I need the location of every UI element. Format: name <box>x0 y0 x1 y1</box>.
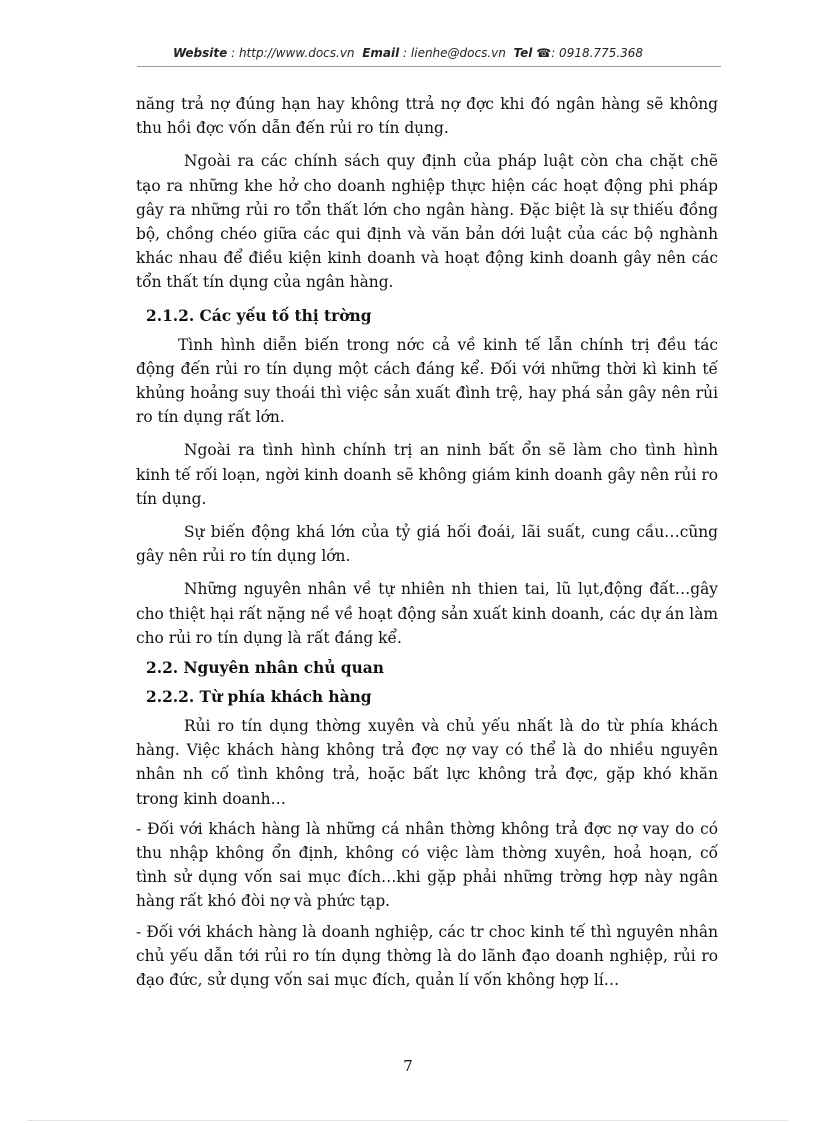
paragraph: Tình hình diễn biến trong nớc cả về kinh tế lẫn chính trị đều tác động đến rủi ro tín dụng một cách đáng kể. Đối với những thời kì kinh tế khủng hoảng suy thoái thì việc sản xuất đình trệ, hay phá sản gây nên rủi ro tín dụng rất lớn. <box>136 335 718 427</box>
paragraph: - Đối với khách hàng là doanh nghiệp, các tr choc kinh tế thì nguyên nhân chủ yếu dẫn tới rủi ro tín dụng thờng là do lãnh đạo doanh nghiệp, rủi ro đạo đức, sử dụng vốn sai mục đích, quản lí vốn không hợp lí… <box>136 922 718 990</box>
document-body <box>136 92 718 1001</box>
section-heading: 2.2.2. Từ phía khách hàng <box>146 688 372 707</box>
email-label: Email <box>362 46 400 60</box>
tel-label: Tel <box>513 46 533 60</box>
paragraph: năng trả nợ đúng hạn hay không ttrả nợ đợc khi đó ngân hàng sẽ không thu hồi đợc vốn dẫn đến rủi ro tín dụng. <box>136 95 718 138</box>
tel-value: : 0918.775.368 <box>551 46 644 60</box>
website-value: : http://www.docs.vn <box>231 46 355 60</box>
paragraph: Ngoài ra các chính sách quy định của pháp luật còn cha chặt chẽ tạo ra những khe hở cho doanh nghiệp thực hiện các hoạt động phi pháp gây ra những rủi ro tổn thất lớn cho ngân hàng. Đặc biệt là sự thiếu đồng bộ, chồng chéo giữa các qui định và văn bản dới luật của các bộ nghành khác nhau để điều kiện kinh doanh và hoạt động kinh doanh gây nên các tổn thất tín dụng của ngân hàng. <box>136 152 718 292</box>
paragraph: Rủi ro tín dụng thờng xuyên và chủ yếu nhất là do từ phía khách hàng. Việc khách hàng không trả đợc nợ vay có thể là do nhiều nguyên nhân nh cố tình không trả, hoặc bất lực không trả đợc, gặp khó khăn trong kinh doanh… <box>136 717 718 808</box>
phone-icon: ☎ <box>536 46 552 60</box>
paragraph: Những nguyên nhân về tự nhiên nh thien tai, lũ lụt,động đất…gây cho thiệt hại rất nặng nề về hoạt động sản xuất kinh doanh, các dự án làm cho rủi ro tín dụng là rất đáng kể. <box>136 580 718 647</box>
header-divider <box>137 66 721 67</box>
page-header <box>0 46 816 60</box>
page-number: 7 <box>403 1057 413 1075</box>
paragraph: Ngoài ra tình hình chính trị an ninh bất ổn sẽ làm cho tình hình kinh tế rối loạn, ngời kinh doanh sẽ không giám kinh doanh gây nên rủi ro tín dụng. <box>136 441 718 508</box>
section-heading: 2.1.2. Các yếu tố thị trờng <box>146 306 372 325</box>
section-heading: 2.2. Nguyên nhân chủ quan <box>146 659 384 678</box>
paragraph: - Đối với khách hàng là những cá nhân thờng không trả đợc nợ vay do có thu nhập không ổn định, không có việc làm thờng xuyên, hoả hoạn, cố tình sử dụng vốn sai mục đích…khi gặp phải những trờng hợp này ngân hàng rất khó đòi nợ và phức tạp. <box>136 819 718 911</box>
footer-divider <box>28 1120 788 1121</box>
website-label: Website <box>172 46 228 60</box>
email-value: : lienhe@docs.vn <box>403 46 506 60</box>
paragraph: Sự biến động khá lớn của tỷ giá hối đoái, lãi suất, cung cầu…cũng gây nên rủi ro tín dụng lớn. <box>136 523 718 566</box>
